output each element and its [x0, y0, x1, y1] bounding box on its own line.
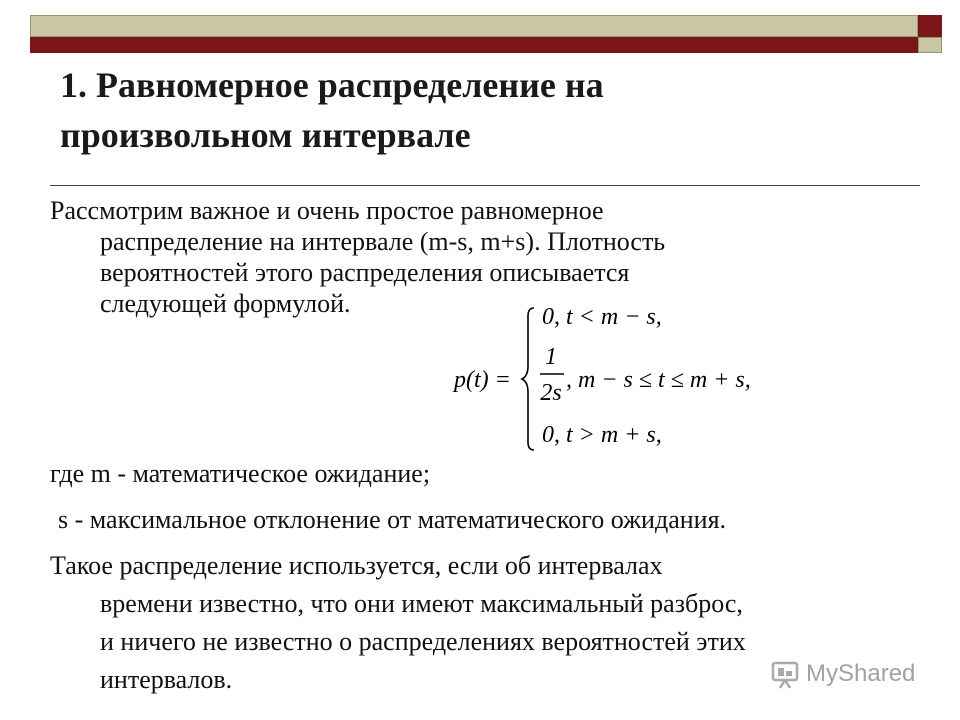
header-bar-top	[30, 15, 918, 37]
header-square-light	[918, 37, 942, 53]
title-line-1: 1. Равномерное распределение на	[60, 65, 604, 105]
definition-s: s - максимальное отклонение от математического ожидания.	[58, 505, 727, 534]
formula-case-3: 0, t > m + s,	[542, 422, 662, 448]
intro-line-3: вероятностей этого распределения описывается	[100, 258, 630, 287]
definition-m: где m - математическое ожидание;	[50, 459, 431, 488]
presentation-icon	[770, 660, 800, 690]
usage-line-1: Такое распределение используется, если об интервалах	[50, 551, 663, 580]
formula-case-2: , m − s ≤ t ≤ m + s,	[566, 367, 751, 393]
usage-line-2: времени известно, что они имеют максимальный разброс,	[100, 589, 743, 618]
slide-title	[60, 60, 920, 160]
watermark-text: MyShared	[806, 660, 916, 687]
intro-line-2: распределение на интервале (m-s, m+s). Плотность	[100, 227, 666, 256]
usage-line-3: и ничего не известно о распределениях вероятностей этих	[100, 627, 746, 656]
header-bar-accent	[30, 37, 918, 53]
formula-fraction-denominator: 2s	[540, 380, 562, 406]
intro-line-4: следующей формулой.	[100, 289, 351, 318]
density-formula	[450, 302, 800, 452]
usage-line-4: интервалов.	[100, 665, 233, 694]
header-square-dark	[918, 15, 942, 37]
formula-fraction-numerator: 1	[545, 344, 557, 370]
formula-brace	[522, 308, 534, 450]
intro-line-1: Рассмотрим важное и очень простое равномерное	[50, 196, 604, 225]
watermark	[770, 658, 930, 690]
formula-case-1: 0, t < m − s,	[542, 304, 662, 330]
formula-lhs: p(t) =	[454, 367, 511, 393]
title-line-2: произвольном интервале	[60, 115, 471, 155]
title-divider	[50, 185, 920, 186]
